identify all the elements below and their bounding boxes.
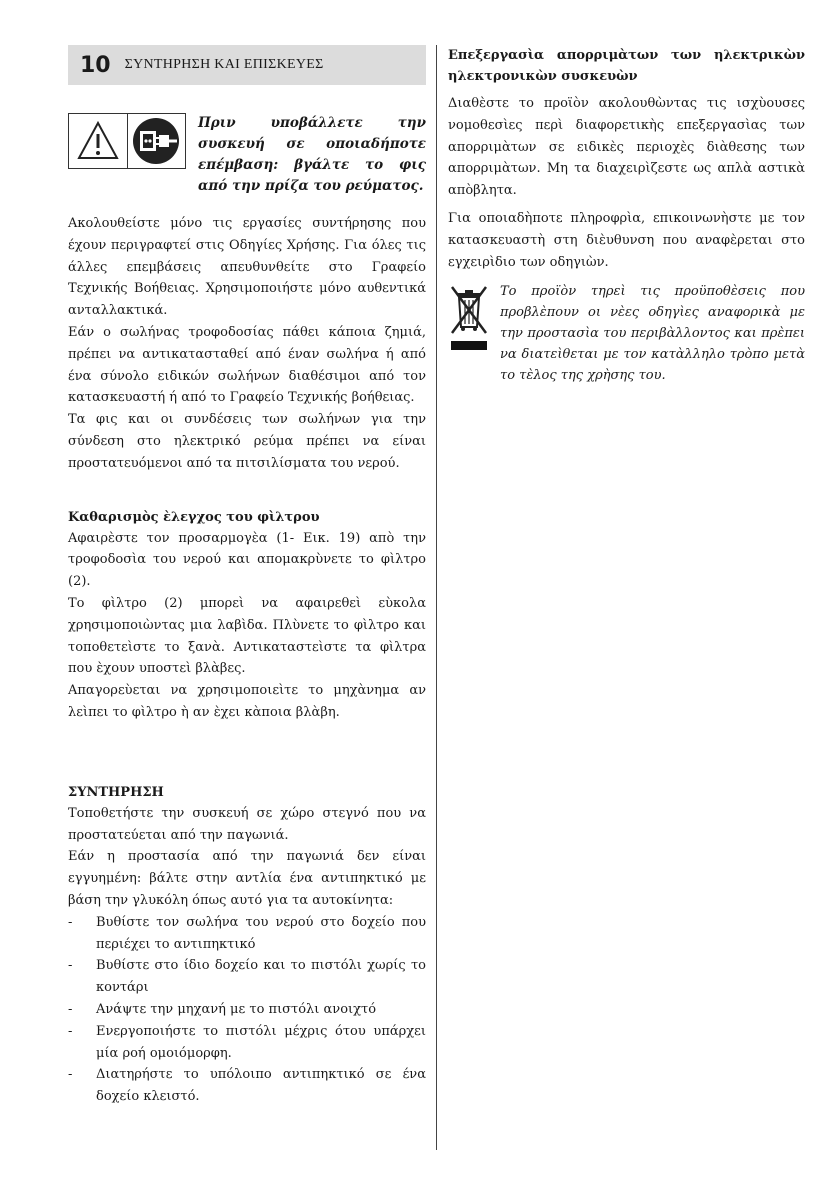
- disposal-paragraph-1: Διαθὲστε το προϊὸν ακολουθὼντας τις ισχὺουσες νομοθεσὶες περὶ διαφορετικὴς επεξεργασὶας των απορριμὰτων σε ειδικὲς περιοχὲς διὰθεσης των απορριμὰτων. Μη τα διαχειρὶζεστε ως απλὰ αστικὰ απὸβλητα.: [448, 96, 805, 199]
- list-item: - Ενεργοποιήστε το πιστόλι μέχρις ότου υπάρχει μία ροή ομοιόμορφη.: [68, 1021, 426, 1065]
- filter-paragraph-3: Απαγορεὺεται να χρησιμοποιεὶτε το μηχὰνημα αν λεὶπει το φὶλτρο ὴ αν ὲχει κὰποια βλὰβη.: [68, 683, 426, 720]
- unplug-icon: [127, 114, 186, 168]
- list-item: - Διατηρήστε το υπόλοιπο αντιπηκτικό σε ένα δοχείο κλειστό.: [68, 1064, 426, 1108]
- maintenance-paragraph-3: Τα φις και οι συνδέσεις των σωλήνων για την σύνδεση στο ηλεκτρικό ρεύμα πρέπει να είναι προστατευόμενοι από τα πιτσιλίσματα του νερού.: [68, 412, 426, 471]
- maintenance-paragraph-2: Εάν ο σωλήνας τροφοδοσίας πάθει κάποια ζημιά, πρέπει να αντικατασταθεί από έναν σωλήνα ή από ένα σύνολο ειδικών σωλήνων διαθέσιμοι από τον κατασκευαστή ή από το Γραφείο Τεχνικής βοήθειας.: [68, 324, 426, 406]
- warning-block: [68, 113, 426, 197]
- section-number: 10: [80, 52, 111, 78]
- column-divider: [436, 45, 437, 1150]
- filter-heading: Καθαρισμὸς ὲλεγχος του φὶλτρου: [68, 509, 320, 525]
- antifreeze-steps: [68, 912, 426, 1108]
- storage-heading: ΣΥΝΤΗΡΗΣΗ: [68, 784, 164, 800]
- right-column: [448, 45, 805, 386]
- storage-paragraph-2: Εάν η προστασία από την παγωνιά δεν είναι εγγυημένη: βάλτε στην αντλία ένα αντιπηκτικό με βάση την γλυκόλη όπως αυτό για τα αυτοκίνητα:: [68, 849, 426, 908]
- warning-symbols: [68, 113, 186, 169]
- filter-paragraph-1: Αφαιρὲστε τον προσαρμογὲα (1- Εικ. 19) απὸ την τροφοδοσὶα του νερού και απομακρὺνετε το φὶλτρο (2).: [68, 530, 426, 590]
- crossed-bin-icon: [448, 281, 490, 386]
- storage-paragraph-1: Τοποθετήστε την συσκευή σε χώρο στεγνό που να προστατεύεται από την παγωνιά.: [68, 805, 426, 843]
- maintenance-paragraph-1: Ακολουθείστε μόνο τις εργασίες συντήρησης που έχουν περιγραφτεί στις Οδηγίες Χρήσης. Για όλες τις άλλες επεμβάσεις απευθυνθείτε στο Γραφείο Τεχνικής Βοήθειας. Χρησιμοποιήστε μόνο αυθεντικά ανταλλακτικά.: [68, 216, 426, 319]
- warning-text: Πριν υποβάλλετε την συσκευή σε οποιαδήποτε επέμβαση: βγάλτε το φις από την πρίζα του ρεύματος.: [198, 115, 426, 194]
- list-item: - Βυθίστε στο ίδιο δοχείο και το πιστόλι χωρίς το κοντάρι: [68, 955, 426, 999]
- disposal-paragraph-2: Για οποιαδὴποτε πληροφρὶα, επικοινωνὴστε με τον κατασκευαστὴ στη διὲυθυνση που αναφὲρεται στο εγχειρὶδιο των οδηγιὼν.: [448, 210, 805, 270]
- list-item: - Ανάψτε την μηχανή με το πιστόλι ανοιχτό: [68, 999, 426, 1021]
- weee-notice: [448, 281, 805, 386]
- list-item: - Βυθίστε τον σωλήνα του νερού στο δοχείο που περιέχει το αντιπηκτικό: [68, 912, 426, 956]
- filter-paragraph-2: Το φὶλτρο (2) μπορεὶ να αφαιρεθεὶ εὺκολα χρησιμοποιὼντας μια λαβὶδα. Πλὺνετε το φὶλτρο και τοποθετεὶστε το ξανὰ. Αντικαταστεὶστε τα φὶλτρα που ὲχουν υποστεὶ βλὰβες.: [68, 595, 426, 677]
- section-title: ΣΥΝΤΗΡΗΣΗ ΚΑΙ ΕΠΙΣΚΕΥΕΣ: [124, 57, 324, 72]
- disposal-heading: Επεξεργασὶα απορριμὰτων των ηλεκτρικὼν ηλεκτρονικὼν συσκευὼν: [448, 48, 805, 84]
- warning-triangle-icon: [69, 114, 127, 168]
- weee-text: Το προϊὸν τηρεὶ τις προϋποθὲσεις που προβλὲπουν οι νὲες οδηγὶες αναφορικὰ με την προστασὶα του περιβὰλλοντος και πρὲπει να διατεὶθεται με τον κατὰλληλο τρὸπο μετὰ το τὲλος της χρὴσης του.: [500, 284, 805, 384]
- section-header: [68, 45, 426, 85]
- left-column: [68, 45, 426, 1108]
